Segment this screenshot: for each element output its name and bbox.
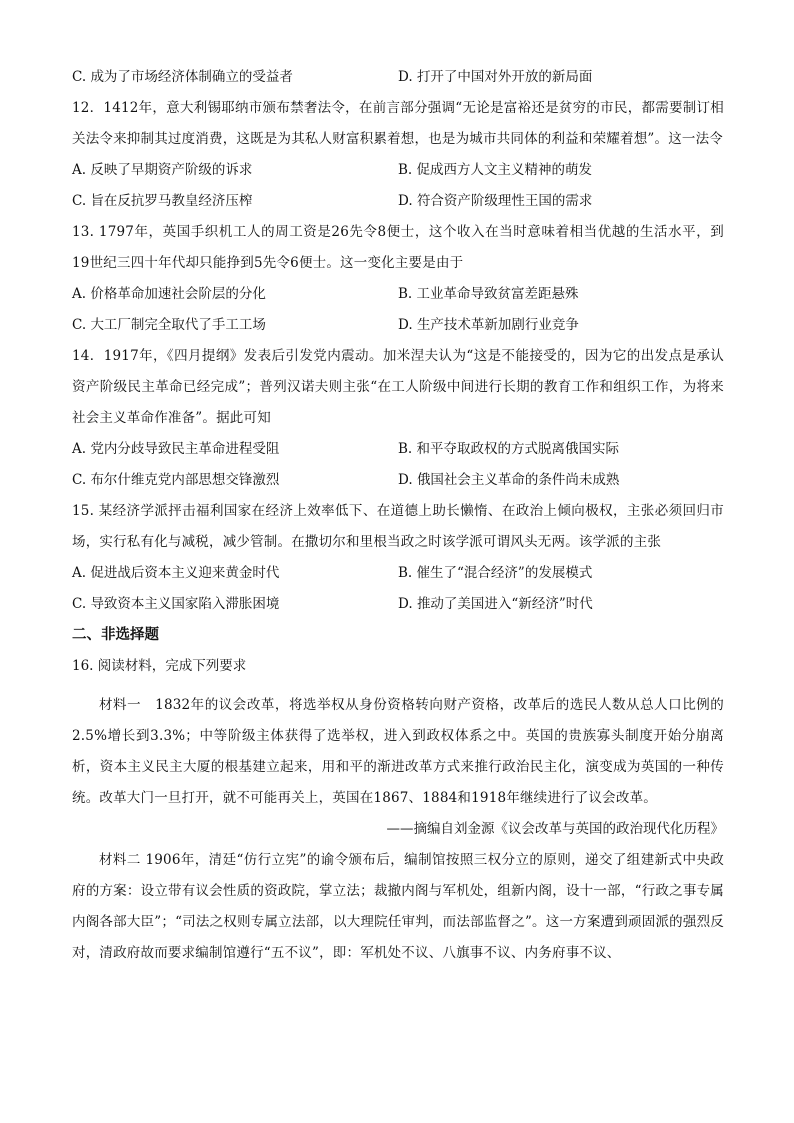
option-d: D. 符合资产阶级理性王国的需求 [398, 193, 593, 209]
option-c: C. 旨在反抗罗马教皇经济压榨 [72, 193, 253, 209]
option-a: A. 反映了早期资产阶级的诉求 [72, 162, 253, 178]
option-d: D. 打开了中国对外开放的新局面 [398, 69, 593, 85]
option-d: D. 俄国社会主义革命的条件尚未成熟 [398, 472, 620, 488]
option-a: A. 促进战后资本主义迎来黄金时代 [72, 565, 280, 581]
option-c: C. 导致资本主义国家陷入滞胀困境 [72, 596, 280, 612]
question-15-stem: 15. 某经济学派抨击福利国家在经济上效率低下、在道德上助长懒惰、在政治上倾向极权，主张必须回归市场，实行私有化与减税，减少管制。在撒切尔和里根当政之时该学派可谓风头无两。该学派的主张 [72, 503, 724, 550]
material-1: 材料一 1832年的议会改革，将选举权从身份资格转向财产资格，改革后的选民人数从总人口比例的2.5%增长到3.3%；中等阶级主体获得了选举权，进入到政权体系之中。英国的贵族寡头制度开始分崩离析，资本主义民主大厦的根基建立起来，用和平的渐进改革方式来推行政治民主化，演变成为英国的一种传统。改革大门一旦打开，就不可能再关上，英国在1867、1884和1918年继续进行了议会改革。 [72, 697, 724, 806]
option-d: D. 推动了美国进入“新经济”时代 [398, 596, 593, 612]
section-title: 二、非选择题 [72, 627, 159, 643]
option-row [72, 310, 724, 341]
option-row [72, 434, 724, 465]
option-d: D. 生产技术革新加剧行业竞争 [398, 317, 579, 333]
option-row [72, 589, 724, 620]
option-a: A. 价格革命加速社会阶层的分化 [72, 286, 266, 302]
option-c: C. 大工厂制完全取代了手工工场 [72, 317, 266, 333]
option-b: B. 工业革命导致贫富差距悬殊 [398, 286, 579, 302]
material-1-source: ——摘编自刘金源《议会改革与英国的政治现代化历程》 [386, 821, 724, 837]
option-row [72, 465, 724, 496]
option-a: A. 党内分歧导致民主革命进程受阻 [72, 441, 280, 457]
option-b: B. 催生了“混合经济”的发展模式 [398, 565, 593, 581]
option-b: B. 促成西方人文主义精神的萌发 [398, 162, 593, 178]
option-row [72, 558, 724, 589]
question-16-stem: 16. 阅读材料，完成下列要求 [72, 658, 247, 674]
material-2: 材料二 1906年，清廷“仿行立宪”的谕令颁布后，编制馆按照三权分立的原则，递交了组建新式中央政府的方案：设立带有议会性质的资政院，掌立法；裁撤内阁与军机处，组新内阁，设十一部，“行政之事专属内阁各部大臣”；“司法之权则专属立法部，以大理院任审判，而法部监督之”。这一方案遭到顽固派的强烈反对，清政府故而要求编制馆遵行“五不议”，即：军机处不议、八旗事不议、内务府事不议、 [72, 852, 725, 961]
option-row [72, 279, 724, 310]
question-13-stem: 13. 1797年，英国手织机工人的周工资是26先令8便士，这个收入在当时意味着相当优越的生活水平，到19世纪三四十年代却只能挣到5先令6便士。这一变化主要是由于 [72, 224, 724, 271]
question-12-stem: 12．1412年，意大利锡耶纳市颁布禁奢法令，在前言部分强调“无论是富裕还是贫穷的市民，都需要制订相关法令来抑制其过度消费，这既是为其私人财富积累着想，也是为城市共同体的利益和荣耀着想”。这一法令 [72, 100, 724, 147]
option-row [72, 155, 724, 186]
exam-page [72, 62, 724, 969]
option-b: B. 和平夺取政权的方式脱离俄国实际 [398, 441, 620, 457]
option-row [72, 62, 724, 93]
option-row [72, 186, 724, 217]
option-c: C. 成为了市场经济体制确立的受益者 [72, 69, 293, 85]
option-c: C. 布尔什维克党内部思想交锋激烈 [72, 472, 280, 488]
question-14-stem: 14．1917年，《四月提纲》发表后引发党内震动。加米涅夫认为“这是不能接受的，因为它的出发点是承认资产阶级民主革命已经完成”；普列汉诺夫则主张“在工人阶级中间进行长期的教育工作和组织工作，为将来社会主义革命作准备”。据此可知 [72, 348, 724, 426]
